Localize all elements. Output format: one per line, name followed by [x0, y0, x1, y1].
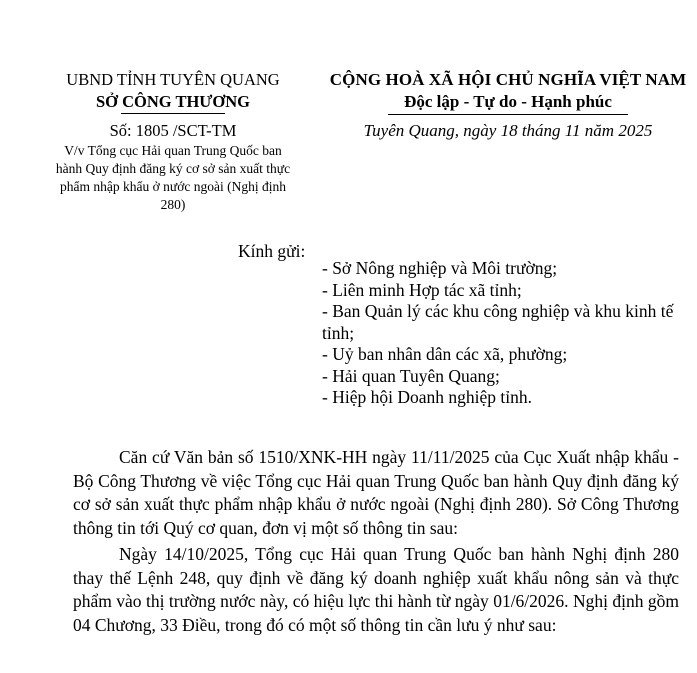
department-underline: [121, 113, 225, 114]
motto-underline: [388, 114, 628, 115]
national-motto: Độc lập - Tự do - Hạnh phúc: [404, 92, 612, 111]
recipient-list: [322, 258, 682, 409]
issuing-province: UBND TỈNH TUYÊN QUANG: [66, 70, 280, 89]
recipient-item: - Hiệp hội Doanh nghiệp tỉnh.: [322, 387, 532, 407]
recipient-item: - Sở Nông nghiệp và Môi trường;: [322, 258, 558, 278]
addressee-label: Kính gửi:: [238, 241, 306, 261]
recipient-item: - Hải quan Tuyên Quang;: [322, 365, 500, 386]
recipient-item: - Ban Quản lý các khu công nghiệp và khu kinh tế tỉnh;: [322, 301, 674, 343]
recipient-item: - Liên minh Hợp tác xã tỉnh;: [322, 279, 522, 300]
body-paragraph: Căn cứ Văn bản số 1510/XNK-HH ngày 11/11/2025 của Cục Xuất nhập khẩu - Bộ Công Thương về việc Tổng cục Hải quan Trung Quốc ban hành Quy định đăng ký cơ sở sản xuất thực phẩm nhập khẩu ở nước ngoài (Nghị định 280). Sở Công Thương thông tin tới Quý cơ quan, đơn vị một số thông tin sau:: [73, 447, 679, 538]
place-and-date: Tuyên Quang, ngày 18 tháng 11 năm 2025: [363, 121, 653, 140]
document-number: Số: 1805 /SCT-TM: [109, 121, 237, 140]
document-subject: V/v Tổng cục Hải quan Trung Quốc ban hành Quy định đăng ký cơ sở sản xuất thực phẩm nhập khẩu ở nước ngoài (Nghị định 280): [55, 143, 291, 212]
recipient-item: - Uỷ ban nhân dân các xã, phường;: [322, 344, 568, 364]
body-paragraph: Ngày 14/10/2025, Tổng cục Hải quan Trung Quốc ban hành Nghị định 280 thay thế Lệnh 248, quy định về đăng ký doanh nghiệp xuất khẩu nông sản và thực phẩm vào thị trường nước này, có hiệu lực thi hành từ ngày 01/6/2026. Nghị định gồm 04 Chương, 33 Điều, trong đó có một số thông tin cần lưu ý như sau:: [73, 544, 679, 635]
issuing-department: SỞ CÔNG THƯƠNG: [95, 92, 251, 111]
national-title: CỘNG HOÀ XÃ HỘI CHỦ NGHĨA VIỆT NAM: [329, 70, 687, 89]
